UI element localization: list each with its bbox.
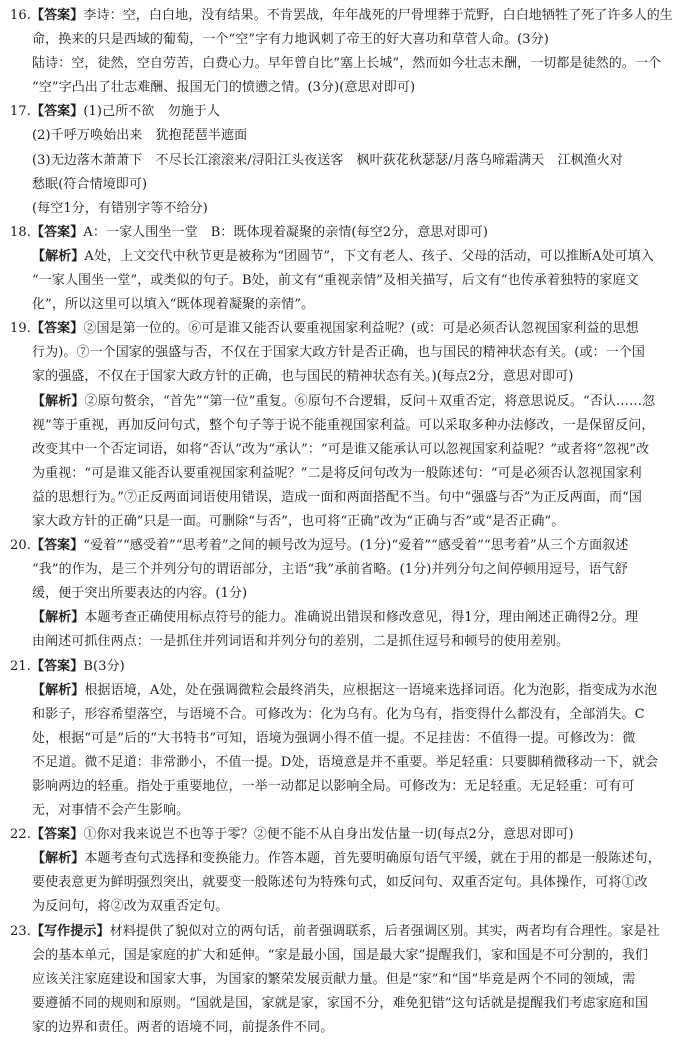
section-tag: 【解析】 (32, 610, 85, 626)
line-text: (3)无边落木萧萧下 不尽长江滚滚来/浔阳江头夜送客 枫叶荻花秋瑟瑟/月落乌啼霜满天 江枫渔火对 (32, 152, 623, 168)
text-line (10, 871, 676, 895)
text-line (10, 703, 676, 727)
line-text: ②原句赘余，“首先”“第一位”重复。⑥原句不合逻辑，反问＋双重否定，将意思说反。“否认……忽 (84, 393, 656, 409)
line-text: (1)己所不欲 勿施于人 (83, 104, 221, 120)
text-line (10, 920, 676, 944)
section-tag: 【答案】 (30, 827, 84, 843)
text-line (10, 558, 676, 582)
section-tag: 【答案】 (30, 321, 84, 337)
section-tag: 【答案】 (30, 224, 84, 240)
line-text: “空”字凸出了壮志难酬、报国无门的愤懑之情。(3分)(意思对即可) (32, 80, 416, 96)
text-line (10, 293, 676, 317)
question-number: 17. (10, 104, 31, 120)
section-tag: 【答案】 (30, 104, 84, 120)
question-number: 16. (10, 8, 31, 23)
text-line (10, 799, 676, 823)
line-text: 命，换来的只是西域的葡萄，一个“空”字有力地讽刺了帝王的好大喜功和草菅人命。(3分) (32, 32, 549, 48)
text-line (10, 582, 676, 606)
text-line (10, 462, 676, 486)
text-line (10, 100, 676, 124)
line-text: 为反问句，将②改为双重否定句。 (32, 899, 229, 915)
text-line (10, 197, 676, 221)
line-text: 愁眠(符合情境即可) (32, 176, 148, 192)
line-text: 影响两边的轻重。指处于重要地位，一举一动都足以影响全局。可修改为：无足轻重。无足轻重：可有可 (32, 779, 635, 794)
question-number: 21. (10, 658, 31, 674)
line-text: 改变其中一个否定词语，如将“否认”改为“承认”：“可是谁又能承认可以忽视国家利益呢？”或者将“忽视”改 (32, 441, 650, 457)
section-tag: 【解析】 (32, 248, 85, 264)
text-line (10, 679, 676, 703)
line-text: 行为)。⑦一个国家的强盛与否，不仅在于国家大政方针是否正确，也与国民的精神状态有关。(或：一个国 (32, 345, 645, 361)
line-text: 化”，所以这里可以填入“既体现着凝聚的亲情”。 (32, 297, 315, 313)
line-text: 本题考查正确使用标点符号的能力。准确说出错误和修改意见，得1分，理由阐述正确得2分。理 (84, 610, 639, 626)
section-tag: 【解析】 (32, 393, 85, 409)
text-line (10, 365, 676, 389)
text-line (10, 317, 676, 341)
section-tag: 【答案】 (30, 538, 84, 554)
text-line (10, 28, 676, 52)
section-tag: 【解析】 (32, 851, 85, 867)
section-tag: 【答案】 (30, 8, 84, 23)
text-line (10, 534, 676, 558)
line-text: 家的边界和责任。两者的语境不同，前提条件不同。 (32, 1019, 334, 1035)
text-line (10, 944, 676, 968)
text-line (10, 895, 676, 919)
text-line (10, 221, 676, 245)
question-number: 23. (10, 923, 31, 939)
text-line (10, 124, 676, 148)
question-number: 22. (10, 827, 31, 843)
text-line (10, 510, 676, 534)
line-text: (每空1分，有错别字等不给分) (32, 200, 208, 216)
line-text: “一家人围坐一堂”，或类似的句子。B处，前文有“重视亲情”及相关描写，后文有“也传承着独特的家庭文 (32, 273, 639, 289)
line-text: 视”等于重视，再加反问句式，整个句子等于说不能重视国家利益。可以采取多种办法修改，一是保留反问， (32, 417, 655, 433)
line-text: 会的基本单元，国是家庭的扩大和延伸。“家是最小国，国是最大家”提醒我们，家和国是不可分割的，我们 (32, 947, 649, 963)
question-number: 19. (10, 321, 31, 337)
text-line (10, 245, 676, 269)
section-tag: 【答案】 (30, 658, 84, 674)
line-text: 为重视：“可是谁又能否认要重视国家利益呢？”二是将反问句改为一般陈述句：“可是必须否认忽视国家利 (32, 465, 642, 481)
text-line (10, 751, 676, 775)
text-line (10, 486, 676, 510)
question-number: 20. (10, 538, 31, 554)
text-line (10, 847, 676, 871)
question-number: 18. (10, 224, 31, 240)
line-text: 材料提供了貌似对立的两句话，前者强调联系，后者强调区别。其实，两者均有合理性。家是社 (109, 923, 660, 939)
text-line (10, 992, 676, 1016)
text-line (10, 269, 676, 293)
line-text: 家的强盛，不仅在于国家大政方针的正确，也与国民的精神状态有关。)(每点2分，意思对即可) (32, 369, 574, 385)
line-text: ①你对我来说岂不也等于零？②便不能不从自身出发估量一切(每点2分，意思对即可) (83, 827, 574, 843)
line-text: “我”的作为，是三个并列分句的谓语部分，主语“我”承前省略。(1分)并列分句之间停顿用逗号，语气舒 (32, 562, 628, 578)
line-text: 根据语境，A处，处在强调微粒会最终消失，应根据这一语境来选择词语。化为泡影，指变成为水泡 (84, 682, 658, 698)
line-text: B(3分) (83, 658, 125, 674)
line-text: A：一家人围坐一堂 B：既体现着凝聚的亲情(每空2分，意思对即可) (83, 224, 489, 240)
line-text: A处，上文交代中秋节更是被称为“团圆节”，下文有老人、孩子、父母的活动，可以推断A处可填入 (84, 248, 654, 264)
line-text: 要遵循不同的规则和原则。“国就是国，家就是家，家国不分，难免犯错”这句话就是提醒我们考虑家庭和国 (32, 995, 649, 1011)
line-text: 由阐述可抓住两点：一是抓住并列词语和并列分句的差别，二是抓住逗号和顿号的使用差别。 (32, 634, 570, 650)
line-text: 家大政方针的正确”只是一面。可删除“与否”，也可将“正确”改为“正确与否”或“是否正确”。 (32, 513, 565, 529)
text-line (10, 149, 676, 173)
line-text: 和影子，形容希望落空，与语境不合。可修改为：化为乌有。化为乌有，指变得什么都没有，全部消失。C (32, 706, 645, 722)
line-text: 应该关注家庭建设和国家大事，为国家的繁荣发展贡献力量。但是“家”和“国”毕竟是两个不同的领域，需 (32, 971, 636, 987)
text-line (10, 390, 676, 414)
line-text: 益的思想行为。”⑦正反两面词语使用错误，造成一面和两面搭配不当。句中“强盛与否”为正反两面，而“国 (32, 489, 642, 505)
line-text: (2)千呼万唤始出来 犹抱琵琶半遮面 (32, 128, 248, 144)
line-text: 无，对事情不会产生影响。 (32, 803, 190, 819)
text-line (10, 630, 676, 654)
section-tag: 【写作提示】 (30, 923, 110, 939)
text-line (10, 968, 676, 992)
line-text: 不足道。微不足道：非常渺小，不值一提。D处，语境意是并不重要。举足轻重：只要脚稍微移动一下，就会 (32, 754, 659, 770)
text-line (10, 606, 676, 630)
text-line (10, 1016, 676, 1040)
line-text: 本题考查句式选择和变换能力。作答本题，首先要明确原句语气平缓，就在于用的都是一般陈述句， (84, 851, 661, 867)
text-line (10, 775, 676, 799)
line-text: ②国是第一位的。⑥可是谁又能否认要重视国家利益呢？(或：可是必须否认忽视国家利益的思想 (83, 321, 639, 337)
section-tag: 【解析】 (32, 682, 85, 698)
text-line (10, 341, 676, 365)
text-line (10, 76, 676, 100)
line-text: 李诗：空，白白地，没有结果。不肯罢战，年年战死的尸骨埋葬于荒野，白白地牺牲了死了许多人的生 (83, 8, 673, 23)
text-line (10, 173, 676, 197)
text-line (10, 823, 676, 847)
text-line (10, 727, 676, 751)
text-line (10, 4, 676, 28)
text-line (10, 414, 676, 438)
line-text: 要使表意更为鲜明强烈突出，就要变一般陈述句为特殊句式，如反问句、双重否定句。具体操作，可将①改 (32, 875, 648, 891)
line-text: 处，根据“可是”后的“大书特书”可知，语境为强调小得不值一提。不足挂齿：不值得一提。可修改为：微 (32, 730, 636, 746)
text-line (10, 52, 676, 76)
line-text: 缓，便于突出所要表达的内容。(1分) (32, 586, 248, 602)
text-line (10, 655, 676, 679)
line-text: 陆诗：空，徒然，空自劳苦，白费心力。早年曾自比“塞上长城”，然而如今壮志未酬，一切都是徒然的。一个 (32, 56, 662, 72)
text-line (10, 438, 676, 462)
line-text: “爱着”“感受着”“思考着”之间的顿号改为逗号。(1分)“爱着”“感受着”“思考着”从三个方面叙述 (83, 538, 629, 554)
